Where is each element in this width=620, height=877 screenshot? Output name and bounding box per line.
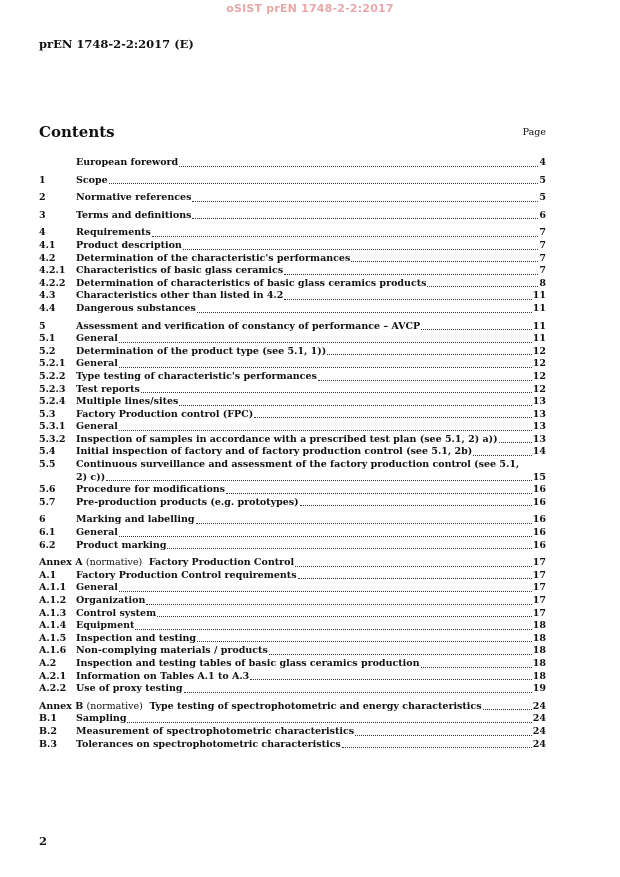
toc-leader-dots [109, 183, 539, 184]
toc-entry[interactable] [39, 371, 546, 384]
toc-leader-dots [473, 455, 532, 456]
toc-leader-dots [284, 274, 538, 275]
toc-leader-dots [119, 430, 532, 431]
toc-entry-number: 5.2.4 [39, 396, 66, 408]
toc-entry-number: 5.2 [39, 345, 56, 357]
toc-entry-title: Characteristics other than listed in 4.2 [76, 290, 284, 302]
toc-leader-dots [284, 299, 531, 300]
toc-annex-name: Type testing of spectrophotometric and energy characteristics [149, 700, 482, 712]
toc-leader-dots [106, 480, 532, 481]
toc-entry-title: General [76, 333, 118, 345]
toc-entry-page: 6 [539, 209, 546, 221]
toc-entry-number: 5.3 [39, 408, 56, 420]
toc-entry-title: Determination of the product type (see 5.1, 1)) [76, 345, 327, 357]
toc-entry-number: A.1.6 [39, 645, 67, 657]
toc-entry-number: 3 [39, 209, 46, 221]
toc-entry[interactable] [39, 175, 546, 188]
toc-entry-title: General [76, 421, 118, 433]
toc-entry-title: Product marking [76, 539, 167, 551]
toc-entry-page: 16 [532, 539, 546, 551]
toc-entry[interactable] [39, 358, 546, 371]
toc-entry-title: Factory Production Control requirements [76, 569, 297, 581]
toc-leader-dots [197, 641, 532, 642]
toc-entry-page: 24 [532, 713, 546, 725]
toc-entry[interactable] [39, 333, 546, 346]
toc-entry-page: 24 [532, 738, 546, 750]
toc-annex-label: Annex A [39, 557, 83, 569]
toc-entry-number: 4 [39, 227, 46, 239]
toc-leader-dots [179, 166, 538, 167]
toc-entry[interactable] [39, 227, 546, 240]
toc-leader-dots [135, 629, 531, 630]
toc-entry-title: Normative references [76, 192, 192, 204]
toc-entry[interactable] [39, 595, 546, 608]
toc-annex-normative: (normative) [85, 557, 143, 569]
toc-entry[interactable] [39, 739, 546, 752]
toc-entry-title: Multiple lines/sites [76, 396, 179, 408]
toc-entry-title: Test reports [76, 383, 140, 395]
toc-entry-page: 13 [532, 396, 546, 408]
toc-entry-title: Use of proxy testing [76, 683, 183, 695]
toc-group [39, 175, 546, 188]
toc-entry[interactable] [39, 658, 546, 671]
toc-entry-page: 12 [532, 345, 546, 357]
toc-leader-dots [119, 342, 532, 343]
toc-entry-number: B.1 [39, 713, 57, 725]
toc-entry-title: Type testing of characteristic's performances [76, 370, 317, 382]
toc-entry-number: 1 [39, 174, 46, 186]
toc-entry-title: Continuous surveillance and assessment of the factory production control (see 5.1, [76, 459, 520, 471]
toc-entry-number: 4.2.1 [39, 265, 66, 277]
toc-entry[interactable] [39, 527, 546, 540]
toc-entry-number: 6 [39, 514, 46, 526]
toc-entry-page: 13 [532, 408, 546, 420]
toc-entry-title: Inspection and testing [76, 632, 197, 644]
toc-entry-title-continued: 2) c)) [76, 471, 106, 483]
toc-entry[interactable] [39, 421, 546, 434]
toc-annex-normative: (normative) [86, 700, 143, 712]
toc-entry-title: Pre-production products (e.g. prototypes) [76, 496, 299, 508]
toc-group [39, 192, 546, 205]
toc-entry-title: Initial inspection of factory and of factory production control (see 5.1, 2b) [76, 446, 473, 458]
toc-entry-title: Requirements [76, 227, 151, 239]
toc-entry-title: Determination of characteristics of basic glass ceramics products [76, 277, 427, 289]
toc-entry-continuation[interactable] [39, 472, 546, 485]
toc-entry[interactable] [39, 192, 546, 205]
toc-entry[interactable] [39, 157, 546, 170]
toc-entry-title: Sampling [76, 713, 127, 725]
toc-entry-number: 4.2.2 [39, 277, 66, 289]
toc-leader-dots [298, 578, 532, 579]
toc-leader-dots [351, 261, 538, 262]
toc-leader-dots [483, 709, 532, 710]
toc-leader-dots [183, 249, 539, 250]
toc-entry-page: 16 [532, 514, 546, 526]
toc-entry-page: 16 [532, 496, 546, 508]
toc-leader-dots [327, 354, 532, 355]
toc-entry-title: Terms and definitions [76, 209, 192, 221]
toc-entry-title: Assessment and verification of constancy of performance – AVCP [76, 320, 421, 332]
table-of-contents [39, 157, 546, 756]
toc-leader-dots [157, 616, 532, 617]
toc-entry-number: 4.4 [39, 302, 56, 314]
toc-entry[interactable] [39, 459, 546, 472]
toc-entry[interactable] [39, 303, 546, 316]
toc-entry[interactable] [39, 346, 546, 359]
toc-entry-title: Product description [76, 239, 182, 251]
toc-entry-page: 16 [532, 484, 546, 496]
toc-entry-number: 5.1 [39, 333, 56, 345]
toc-entry-page: 11 [532, 302, 546, 314]
toc-entry[interactable] [39, 290, 546, 303]
toc-entry-page: 18 [532, 620, 546, 632]
toc-entry-page: 18 [532, 632, 546, 644]
toc-entry-title: Procedure for modifications [76, 484, 226, 496]
toc-leader-dots [250, 679, 531, 680]
toc-entry-title: Inspection and testing tables of basic glass ceramics production [76, 657, 420, 669]
toc-entry-number: 4.1 [39, 239, 56, 251]
toc-entry[interactable] [39, 484, 546, 497]
toc-leader-dots [427, 286, 538, 287]
toc-entry-number: A.1.4 [39, 620, 67, 632]
toc-entry-number: 5.5 [39, 459, 56, 471]
toc-entry-page: 14 [532, 446, 546, 458]
toc-group [39, 157, 546, 170]
toc-annex-name: Factory Production Control [148, 557, 295, 569]
toc-entry-number: 5.2.2 [39, 370, 66, 382]
toc-entry[interactable] [39, 446, 546, 459]
toc-group [39, 557, 546, 696]
toc-entry-title: Characteristics of basic glass ceramics [76, 265, 284, 277]
toc-leader-dots [197, 312, 532, 313]
toc-entry-number: 5.6 [39, 484, 56, 496]
toc-leader-dots [192, 201, 538, 202]
toc-entry-page: 11 [532, 290, 546, 302]
toc-entry-page: 19 [532, 683, 546, 695]
toc-entry-number: 5.4 [39, 446, 56, 458]
toc-entry-number: A.1.2 [39, 595, 67, 606]
toc-leader-dots [269, 654, 532, 655]
toc-entry-number: B.2 [39, 725, 57, 737]
toc-entry[interactable] [39, 671, 546, 684]
toc-leader-dots [254, 417, 532, 418]
toc-entry-number: A.1.1 [39, 582, 67, 594]
contents-heading: Contents [39, 123, 115, 141]
toc-entry-number: B.3 [39, 738, 57, 750]
toc-leader-dots [141, 392, 532, 393]
toc-entry[interactable] [39, 713, 546, 726]
toc-entry-page: 4 [539, 157, 546, 168]
toc-entry[interactable] [39, 726, 546, 739]
toc-leader-dots [192, 218, 538, 219]
page-number: 2 [39, 834, 48, 848]
toc-entry-title: Equipment [76, 620, 135, 632]
toc-entry-number: A.1.5 [39, 632, 67, 644]
toc-entry-title: Scope [76, 174, 108, 186]
toc-leader-dots [355, 735, 532, 736]
toc-entry-page: 8 [539, 277, 546, 289]
toc-entry[interactable] [39, 570, 546, 583]
toc-entry-title: Control system [76, 607, 157, 619]
toc-entry-title: Tolerances on spectrophotometric characteristics [76, 738, 341, 750]
toc-entry-page: 11 [532, 320, 546, 332]
toc-entry-page: 7 [539, 252, 546, 264]
toc-entry-title: Information on Tables A.1 to A.3 [76, 670, 250, 682]
toc-entry[interactable] [39, 396, 546, 409]
toc-group [39, 701, 546, 751]
toc-entry[interactable] [39, 540, 546, 553]
toc-leader-dots [146, 604, 531, 605]
toc-entry[interactable] [39, 321, 546, 334]
toc-entry-page: 12 [532, 370, 546, 382]
toc-entry-number: 5.2.1 [39, 358, 66, 370]
toc-entry-page: 17 [532, 595, 546, 606]
toc-entry[interactable] [39, 582, 546, 595]
toc-entry[interactable] [39, 514, 546, 527]
toc-entry[interactable] [39, 278, 546, 291]
watermark: oSIST prEN 1748-2-2:2017 [226, 2, 394, 15]
toc-entry[interactable] [39, 633, 546, 646]
toc-entry-page: 5 [539, 174, 546, 186]
toc-entry-title: Factory Production control (FPC) [76, 408, 254, 420]
toc-entry-number: 5.7 [39, 496, 56, 508]
toc-leader-dots [300, 505, 532, 506]
toc-entry-title: General [76, 582, 118, 594]
toc-leader-dots [421, 667, 532, 668]
toc-leader-dots [127, 722, 531, 723]
toc-entry-title: Measurement of spectrophotometric characteristics [76, 725, 355, 737]
toc-entry-page: 7 [539, 239, 546, 251]
toc-entry[interactable] [39, 434, 546, 447]
toc-entry-page: 17 [532, 569, 546, 581]
toc-leader-dots [184, 692, 532, 693]
toc-leader-dots [119, 536, 532, 537]
page-column-label: Page [522, 127, 546, 138]
toc-entry-page: 12 [532, 358, 546, 370]
toc-entry-number: A.2.1 [39, 670, 67, 682]
toc-entry-page: 24 [532, 725, 546, 737]
toc-entry-page: 17 [532, 607, 546, 619]
toc-entry-page: 17 [532, 582, 546, 594]
toc-annex-entry[interactable] [39, 701, 546, 714]
toc-entry-page: 13 [532, 433, 546, 445]
toc-entry-page: 11 [532, 333, 546, 345]
toc-entry-title: Inspection of samples in accordance with a prescribed test plan (see 5.1, 2) a)) [76, 433, 498, 445]
toc-leader-dots [499, 442, 532, 443]
toc-entry-page: 13 [532, 421, 546, 433]
toc-entry-page: 24 [532, 700, 546, 712]
document-id: prEN 1748-2-2:2017 (E) [39, 37, 194, 51]
toc-entry-number: 4.2 [39, 252, 56, 264]
toc-entry[interactable] [39, 409, 546, 422]
toc-entry-title: Organization [76, 595, 146, 606]
toc-leader-dots [318, 380, 532, 381]
toc-entry-title: Dangerous substances [76, 302, 196, 314]
toc-entry[interactable] [39, 253, 546, 266]
toc-leader-dots [152, 236, 538, 237]
toc-entry-number: A.2.2 [39, 683, 67, 695]
toc-entry-title: General [76, 358, 118, 370]
toc-group [39, 514, 546, 552]
toc-annex-title [39, 701, 482, 714]
toc-entry-page: 5 [539, 192, 546, 204]
toc-entry-title: General [76, 527, 118, 539]
toc-entry-page: 18 [532, 657, 546, 669]
toc-leader-dots [421, 329, 532, 330]
toc-group [39, 210, 546, 223]
toc-entry[interactable] [39, 683, 546, 696]
toc-entry-page: 18 [532, 670, 546, 682]
toc-entry-page: 16 [532, 527, 546, 539]
toc-entry[interactable] [39, 608, 546, 621]
toc-entry[interactable] [39, 645, 546, 658]
toc-leader-dots [196, 523, 532, 524]
toc-entry-number: 5.2.3 [39, 383, 66, 395]
toc-leader-dots [179, 405, 531, 406]
toc-entry-number: A.1 [39, 569, 57, 581]
toc-entry-number: 5.3.2 [39, 433, 66, 445]
toc-entry-number: A.1.3 [39, 607, 67, 619]
toc-entry-number: 5 [39, 320, 46, 332]
toc-entry[interactable] [39, 240, 546, 253]
toc-entry-number: 6.2 [39, 539, 56, 551]
toc-entry[interactable] [39, 384, 546, 397]
toc-entry[interactable] [39, 265, 546, 278]
toc-group [39, 321, 546, 510]
toc-entry-title: European foreword [76, 157, 179, 168]
toc-entry-number: A.2 [39, 657, 57, 669]
toc-entry-title: Determination of the characteristic's performances [76, 252, 351, 264]
toc-entry-page: 18 [532, 645, 546, 657]
toc-entry[interactable] [39, 620, 546, 633]
toc-entry-number: 4.3 [39, 290, 56, 302]
toc-entry-page: 12 [532, 383, 546, 395]
toc-entry[interactable] [39, 210, 546, 223]
toc-entry-number: 2 [39, 192, 46, 204]
toc-entry[interactable] [39, 497, 546, 510]
toc-leader-dots [167, 548, 531, 549]
toc-leader-dots [119, 591, 532, 592]
toc-entry-number: 5.3.1 [39, 421, 66, 433]
toc-entry-page: 7 [539, 227, 546, 239]
toc-entry-title: Non-complying materials / products [76, 645, 268, 657]
toc-entry-title: Marking and labelling [76, 514, 195, 526]
toc-entry-page: 15 [532, 471, 546, 483]
toc-annex-entry[interactable] [39, 557, 546, 570]
toc-leader-dots [295, 566, 532, 567]
toc-entry-page: 17 [532, 557, 546, 569]
toc-entry-number: 6.1 [39, 527, 56, 539]
toc-leader-dots [119, 367, 532, 368]
toc-leader-dots [342, 747, 532, 748]
toc-annex-title [39, 557, 294, 570]
toc-group [39, 227, 546, 315]
toc-annex-label: Annex B [39, 700, 84, 712]
toc-leader-dots [226, 493, 532, 494]
toc-entry-page: 7 [539, 265, 546, 277]
